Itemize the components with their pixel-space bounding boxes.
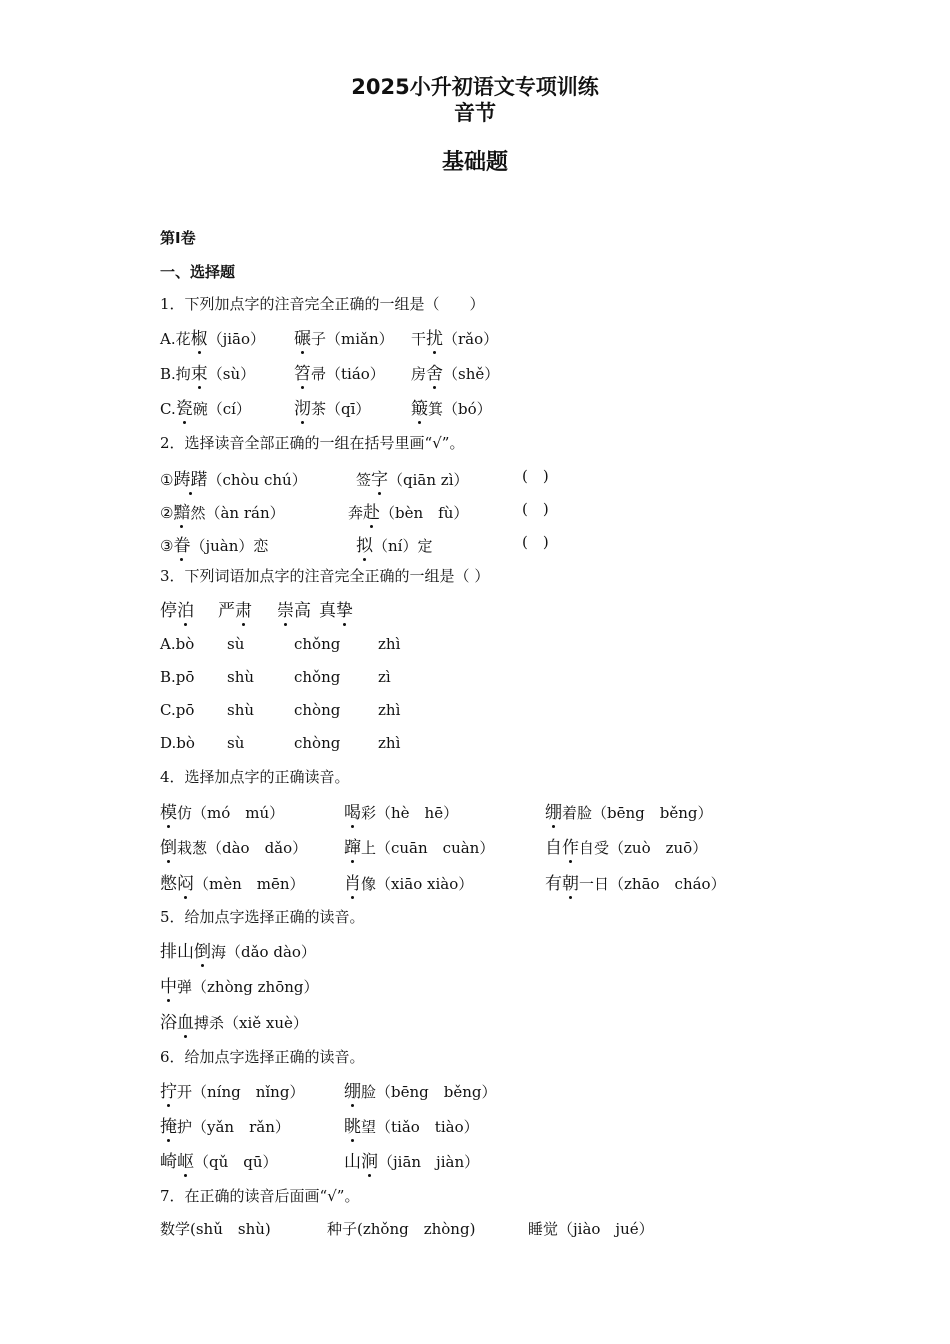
volume-label: 第I卷 bbox=[160, 229, 196, 247]
q1-b-1: B.拘束（sù） bbox=[160, 359, 255, 384]
q7-item: 数学(shǔ shù) bbox=[160, 1220, 271, 1238]
q7-item: 睡觉（jiào jué） bbox=[528, 1220, 654, 1238]
q1-a-1: A.花椒（jiāo） bbox=[160, 324, 265, 349]
q3-option-b-4: zì bbox=[378, 668, 391, 686]
q1-a-3: 干扰（rǎo） bbox=[411, 324, 498, 349]
q2-row2-b: 奔赴（bèn fù） bbox=[348, 498, 468, 523]
q3-word-3: 崇高 bbox=[277, 596, 311, 621]
q2-row3-a: ③眷（juàn）恋 bbox=[160, 531, 268, 556]
q2-row2-a: ②黯然（àn rán） bbox=[160, 498, 285, 523]
question-4-stem: 4．选择加点字的正确读音。 bbox=[160, 768, 350, 786]
q2-row2-answer-paren[interactable]: ( ) bbox=[522, 500, 549, 518]
q6-item: 崎岖（qǔ qū） bbox=[160, 1147, 278, 1172]
question-7-stem: 7．在正确的读音后面画“√”。 bbox=[160, 1187, 360, 1205]
q1-b-2: 笤帚（tiáo） bbox=[294, 359, 385, 384]
q2-row3-answer-paren[interactable]: ( ) bbox=[522, 533, 549, 551]
q4-item: 肖像（xiāo xiào） bbox=[344, 869, 473, 894]
q5-item: 浴血搏杀（xiě xuè） bbox=[160, 1008, 308, 1033]
q5-item: 排山倒海（dǎo dào） bbox=[160, 937, 316, 962]
q1-c-1: C.瓷碗（cí） bbox=[160, 394, 251, 419]
q6-item: 拧开（níng nǐng） bbox=[160, 1077, 304, 1102]
q3-option-c: C.pō bbox=[160, 701, 195, 719]
q3-option-d-4: zhì bbox=[378, 734, 401, 752]
q7-item: 种子(zhǒng zhòng) bbox=[327, 1220, 476, 1238]
q4-item: 模仿（mó mú） bbox=[160, 798, 284, 823]
q3-option-d-3: chòng bbox=[294, 734, 341, 752]
question-5-stem: 5．给加点字选择正确的读音。 bbox=[160, 908, 365, 926]
q2-row1-b: 签字（qiān zì） bbox=[356, 465, 469, 490]
q3-option-a: A.bò bbox=[160, 635, 195, 653]
q6-item: 眺望（tiǎo tiào） bbox=[344, 1112, 479, 1137]
q3-option-a-3: chǒng bbox=[294, 635, 341, 653]
q4-item: 倒栽葱（dào dǎo） bbox=[160, 833, 307, 858]
q3-option-a-4: zhì bbox=[378, 635, 401, 653]
q3-word-2: 严肃 bbox=[218, 596, 252, 621]
question-1-stem: 1．下列加点字的注音完全正确的一组是（ ） bbox=[160, 295, 485, 313]
q3-option-c-2: shù bbox=[227, 701, 255, 719]
q3-option-c-4: zhì bbox=[378, 701, 401, 719]
q5-item: 中弹（zhòng zhōng） bbox=[160, 972, 318, 997]
q3-option-b-2: shù bbox=[227, 668, 255, 686]
q1-a-2: 碾子（miǎn） bbox=[294, 324, 394, 349]
q6-item: 绷脸（bēng běng） bbox=[344, 1077, 496, 1102]
doc-title: 2025小升初语文专项训练 bbox=[351, 75, 599, 99]
q4-item: 蹿上（cuān cuàn） bbox=[344, 833, 494, 858]
q4-item: 憋闷（mèn mēn） bbox=[160, 869, 305, 894]
q6-item: 掩护（yǎn rǎn） bbox=[160, 1112, 290, 1137]
question-2-stem: 2．选择读音全部正确的一组在括号里画“√”。 bbox=[160, 434, 465, 452]
q4-item: 绷着脸（bēng běng） bbox=[545, 798, 712, 823]
question-6-stem: 6．给加点字选择正确的读音。 bbox=[160, 1048, 365, 1066]
q4-item: 有朝一日（zhāo cháo） bbox=[545, 869, 726, 894]
q6-item: 山涧（jiān jiàn） bbox=[344, 1147, 479, 1172]
q4-item: 喝彩（hè hē） bbox=[344, 798, 458, 823]
q3-word-1: 停泊 bbox=[160, 596, 194, 621]
q4-item: 自作自受（zuò zuō） bbox=[545, 833, 707, 858]
q3-option-b: B.pō bbox=[160, 668, 195, 686]
q3-word-4: 真挚 bbox=[319, 596, 353, 621]
q1-c-2: 沏茶（qī） bbox=[294, 394, 370, 419]
section-heading: 一、选择题 bbox=[160, 263, 236, 281]
q1-b-3: 房舍（shě） bbox=[411, 359, 499, 384]
q3-option-c-3: chòng bbox=[294, 701, 341, 719]
q2-row1-a: ①踌躇（chòu chú） bbox=[160, 465, 307, 490]
question-3-stem: 3．下列词语加点字的注音完全正确的一组是（ ） bbox=[160, 567, 490, 585]
q1-c-3: 簸箕（bó） bbox=[411, 394, 492, 419]
q3-option-d: D.bò bbox=[160, 734, 195, 752]
q2-row3-b: 拟（ní）定 bbox=[356, 531, 432, 556]
q3-option-a-2: sù bbox=[227, 635, 245, 653]
q2-row1-answer-paren[interactable]: ( ) bbox=[522, 467, 549, 485]
doc-level-title: 基础题 bbox=[441, 150, 508, 175]
doc-subtitle: 音节 bbox=[454, 101, 496, 125]
q3-option-b-3: chǒng bbox=[294, 668, 341, 686]
q3-option-d-2: sù bbox=[227, 734, 245, 752]
